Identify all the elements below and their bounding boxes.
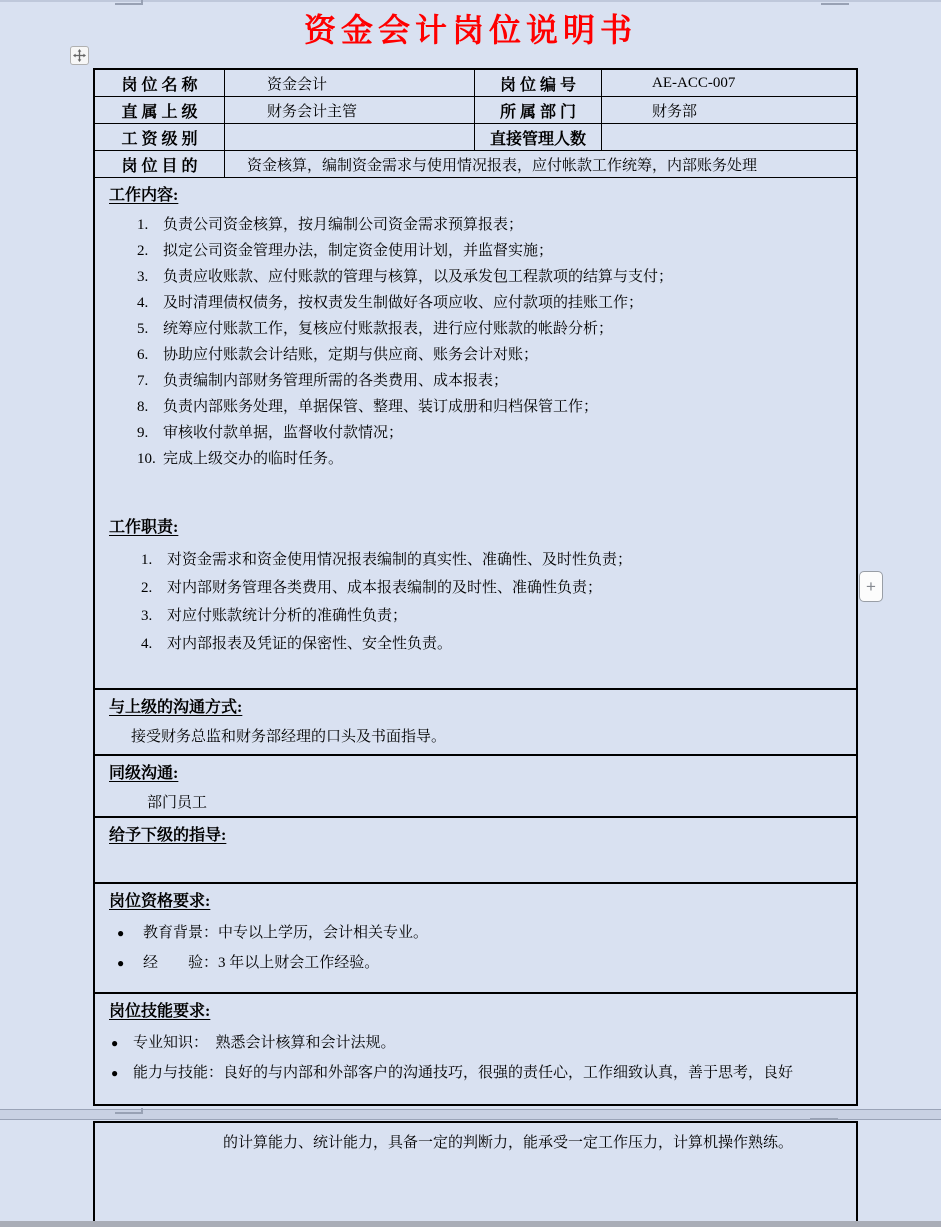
field-label-position-code: 岗 位 编 号 <box>474 70 601 97</box>
item-number: 5. <box>137 321 149 337</box>
item-number: 4. <box>141 636 153 652</box>
work-content-list <box>95 214 856 474</box>
table-move-handle[interactable] <box>70 46 89 65</box>
list-item <box>95 576 856 604</box>
qualifications-list <box>95 922 856 982</box>
item-text: 教育背景：中专以上学历，会计相关专业。 <box>143 925 429 941</box>
section-subordinate-guidance <box>95 816 856 882</box>
responsibilities-list <box>95 548 856 660</box>
item-text: 专业知识： 熟悉会计核算和会计法规。 <box>133 1035 396 1051</box>
expand-button[interactable] <box>859 571 883 602</box>
field-label-position-name: 岗 位 名 称 <box>95 70 224 97</box>
document-title: 资金会计岗位说明书 <box>303 12 637 48</box>
bullet-icon: ● <box>117 956 125 970</box>
superior-communication-title: 与上级的沟通方式: <box>109 699 243 716</box>
item-text: 对内部财务管理各类费用、成本报表编制的及时性、准确性负责； <box>167 580 603 596</box>
header-fields <box>95 70 856 151</box>
item-text: 及时清理债权债务，按权责发生制做好各项应收、应付款项的挂账工作； <box>163 295 644 311</box>
list-item <box>95 1032 856 1062</box>
item-text: 负责应收账款、应付账款的管理与核算，以及承发包工程款项的结算与支付； <box>163 269 674 285</box>
work-content-title: 工作内容: <box>109 187 179 204</box>
item-number: 3. <box>137 269 149 285</box>
skills-title: 岗位技能要求: <box>109 1003 211 1020</box>
item-text: 统筹应付账款工作，复核应付账款报表，进行应付账款的帐龄分析； <box>163 321 614 337</box>
item-number: 9. <box>137 425 149 441</box>
peer-communication-text: 部门员工 <box>147 795 208 811</box>
list-item <box>95 1062 856 1092</box>
list-item <box>95 240 856 266</box>
section-superior-communication <box>95 688 856 754</box>
field-label-salary-grade: 工 资 级 别 <box>95 124 224 151</box>
item-text: 对应付账款统计分析的准确性负责； <box>167 608 408 624</box>
item-number: 2. <box>141 580 153 596</box>
item-text: 拟定公司资金管理办法，制定资金使用计划，并监督实施； <box>163 243 554 259</box>
margin-mark-page-break-left <box>115 1108 143 1114</box>
window-bottom-edge <box>0 1221 941 1227</box>
list-item <box>95 370 856 396</box>
responsibilities-title: 工作职责: <box>109 519 179 536</box>
field-value-position-purpose: 资金核算，编制资金需求与使用情况报表，应付帐款工作统筹，内部账务处理 <box>224 151 856 178</box>
item-text: 审核收付款单据，监督收付款情况； <box>163 425 404 441</box>
margin-mark-page-break-right <box>810 1118 838 1120</box>
bullet-icon: ● <box>111 1036 119 1050</box>
field-value-direct-reports <box>601 124 856 151</box>
field-label-position-purpose: 岗 位 目 的 <box>95 151 224 178</box>
item-number: 7. <box>137 373 149 389</box>
skills-list <box>95 1032 856 1092</box>
item-number: 2. <box>137 243 149 259</box>
page2-continuation-table <box>93 1121 858 1227</box>
qualifications-title: 岗位资格要求: <box>109 893 211 910</box>
list-item <box>95 396 856 422</box>
superior-communication-text: 接受财务总监和财务部经理的口头及书面指导。 <box>131 729 447 745</box>
field-value-salary-grade <box>224 124 474 151</box>
item-text: 完成上级交办的临时任务。 <box>163 451 344 467</box>
item-number: 1. <box>141 552 153 568</box>
list-item <box>95 548 856 576</box>
field-label-direct-superior: 直 属 上 级 <box>95 97 224 124</box>
field-value-position-name: 资金会计 <box>224 70 474 97</box>
item-text: 对内部报表及凭证的保密性、安全性负责。 <box>167 636 453 652</box>
bullet-icon: ● <box>111 1066 119 1080</box>
item-number: 1. <box>137 217 149 233</box>
job-description-table <box>93 68 858 1106</box>
list-item <box>95 448 856 474</box>
section-peer-communication <box>95 754 856 816</box>
list-item <box>95 604 856 632</box>
plus-icon: + <box>866 576 876 596</box>
item-text: 负责内部账务处理，单据保管、整理、装订成册和归档保管工作； <box>163 399 599 415</box>
field-value-direct-superior: 财务会计主管 <box>224 97 474 124</box>
list-item <box>95 922 856 952</box>
item-text: 能力与技能：良好的与内部和外部客户的沟通技巧，很强的责任心，工作细致认真，善于思考，良好 <box>133 1065 794 1081</box>
section-work-content <box>95 178 856 688</box>
field-value-position-code: AE-ACC-007 <box>601 70 856 97</box>
item-number: 10. <box>137 451 156 467</box>
field-label-direct-reports: 直接管理人数 <box>474 124 601 151</box>
item-text: 负责编制内部财务管理所需的各类费用、成本报表； <box>163 373 509 389</box>
continuation-text: 的计算能力、统计能力，具备一定的判断力，能承受一定工作压力，计算机操作熟练。 <box>223 1135 794 1151</box>
item-text: 对资金需求和资金使用情况报表编制的真实性、准确性、及时性负责； <box>167 552 633 568</box>
subordinate-guidance-title: 给予下级的指导: <box>109 827 227 844</box>
item-text: 负责公司资金核算，按月编制公司资金需求预算报表； <box>163 217 524 233</box>
section-qualifications <box>95 882 856 992</box>
section-skills <box>95 992 856 1104</box>
list-item <box>95 318 856 344</box>
peer-communication-title: 同级沟通: <box>109 765 179 782</box>
purpose-row <box>95 151 856 178</box>
list-item <box>95 214 856 240</box>
field-label-department: 所 属 部 门 <box>474 97 601 124</box>
item-number: 4. <box>137 295 149 311</box>
field-value-department: 财务部 <box>601 97 856 124</box>
item-text: 经 验：3 年以上财会工作经验。 <box>143 955 380 971</box>
item-number: 3. <box>141 608 153 624</box>
list-item <box>95 266 856 292</box>
bullet-icon: ● <box>117 926 125 940</box>
item-number: 6. <box>137 347 149 363</box>
list-item <box>95 952 856 982</box>
list-item <box>95 344 856 370</box>
move-icon <box>73 49 86 62</box>
list-item <box>95 292 856 318</box>
item-text: 协助应付账款会计结账，定期与供应商、账务会计对账； <box>163 347 539 363</box>
list-item <box>95 632 856 660</box>
list-item <box>95 422 856 448</box>
item-number: 8. <box>137 399 149 415</box>
